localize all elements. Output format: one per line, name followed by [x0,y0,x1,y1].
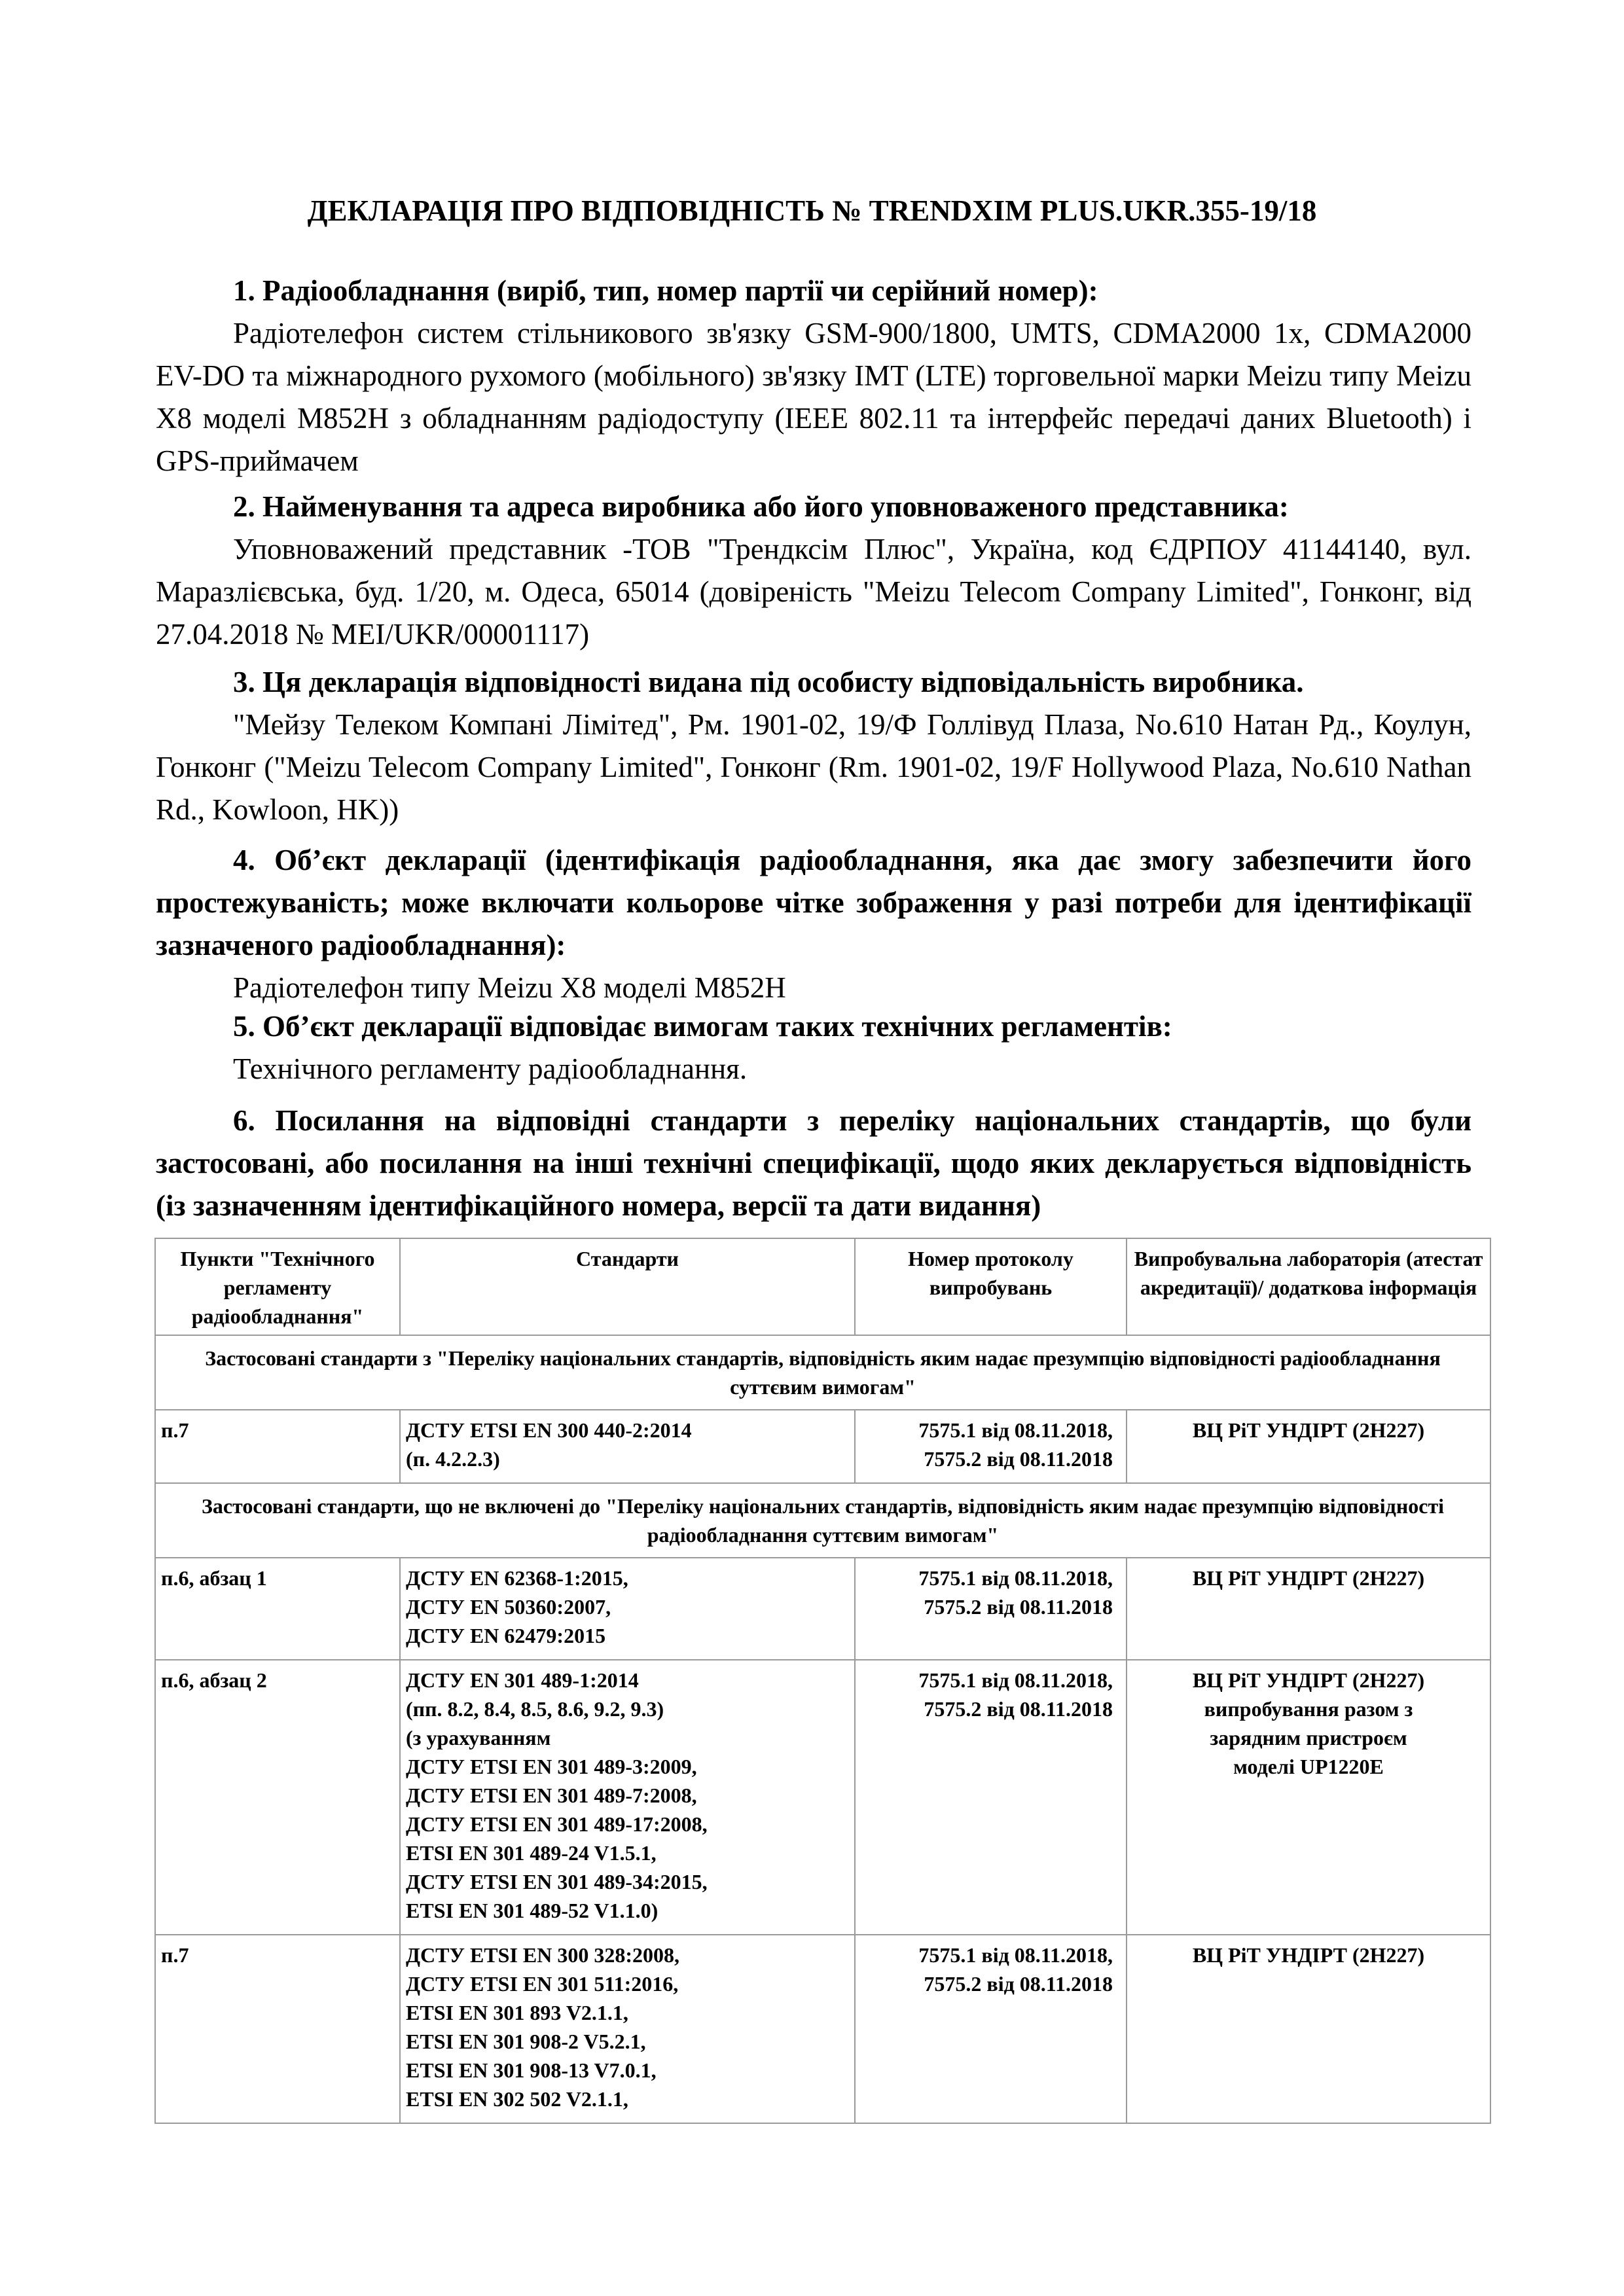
header-test-lab: Випробувальна лабораторія (атестат акредитації)/ додаткова інформація [1127,1238,1490,1335]
standard-item: ДСТУ ETSI EN 301 489-17:2008, [406,1812,708,1836]
table-group-row [155,1335,1490,1410]
section-body: Радіотелефон типу Meizu X8 моделі M852H [233,971,786,1004]
standard-item: ДСТУ ETSI EN 301 489-34:2015, [406,1870,708,1893]
section-5-regulations [156,1005,1471,1090]
standard-item: ДСТУ ETSI EN 300 328:2008, [406,1943,679,1967]
lab-cell [1127,1558,1490,1660]
section-6-standards [156,1100,1471,1227]
table-row [155,1410,1490,1483]
group-label-harmonised: Застосовані стандарти з "Переліку національних стандартів, відповідність яким надає презумпцію відповідності радіообладнання суттєвим вимогам" [155,1335,1490,1410]
section-heading: 1. Радіообладнання (виріб, тип, номер партії чи серійний номер): [233,274,1098,307]
clause-cell: п.6, абзац 1 [155,1558,400,1660]
section-body: Уповноважений представник -ТОВ "Трендксім Плюс", Україна, код ЄДРПОУ 41144140, вул. Маразлієвська, буд. 1/20, м. Одеса, 65014 (довіреність "Meizu Telecom Company Limited", Гонконг, від 27.04.2018 № MEI/UKR/00001117) [156,533,1471,651]
section-body: Радіотелефон систем стільникового зв'язку GSM-900/1800, UMTS, CDMA2000 1x, CDMA2000 EV-DO та міжнародного рухомого (мобільного) зв'язку IMT (LTE) торговельної марки Meizu типу Meizu X8 моделі M852H з обладнанням радіодоступу (IEEE 802.11 та інтерфейс передачі даних Bluetooth) і GPS-приймачем [156,317,1471,477]
section-heading: 5. Об’єкт декларації відповідає вимогам таких технічних регламентів: [233,1010,1172,1043]
standard-item: ETSI EN 302 502 V2.1.1, [406,2087,628,2111]
table-row [155,1935,1490,2123]
table-header-row [155,1238,1490,1335]
section-heading: 6. Посилання на відповідні стандарти з переліку національних стандартів, що були застосовані, або посилання на інші технічні специфікації, щодо яких декларується відповідність (із зазначенням ідентифікаційного номера, версії та дати видання) [156,1104,1471,1222]
section-body: "Мейзу Телеком Компані Лімітед", Рм. 1901-02, 19/Ф Голлівуд Плаза, No.610 Натан Рд., Коулун, Гонконг ("Meizu Telecom Company Limited", Гонконг (Rm. 1901-02, 19/F Hollywood Plaza, No.610 Nathan Rd., Kowloon, HK)) [156,708,1471,826]
standard-item: ETSI EN 301 489-24 V1.5.1, [406,1841,657,1865]
clause-cell: п.6, абзац 2 [155,1660,400,1935]
header-clauses: Пункти "Технічного регламенту радіообладнання" [155,1238,400,1335]
section-3-responsibility [156,661,1471,831]
lab-name: ВЦ РіТ УНДІРТ (2Н227) [1192,1418,1425,1442]
declaration-title: ДЕКЛАРАЦІЯ ПРО ВІДПОВІДНІСТЬ № TRENDXIM PLUS.UKR.355-19/18 [307,194,1317,227]
standard-item: ДСТУ ETSI EN 301 511:2016, [406,1972,679,1996]
lab-name: ВЦ РіТ УНДІРТ (2Н227) [1192,1566,1425,1590]
standards-cell [400,1935,855,2123]
header-standards: Стандарти [400,1238,855,1335]
standards-cell [400,1558,855,1660]
standard-item: (п. 4.2.2.3) [406,1447,500,1471]
lab-note: моделі UP1220E [1233,1755,1384,1778]
lab-name: ВЦ РіТ УНДІРТ (2Н227) [1192,1943,1425,1967]
protocols-cell [855,1935,1127,2123]
protocols-cell [855,1660,1127,1935]
standard-item: ДСТУ ETSI EN 301 489-3:2009, [406,1755,697,1778]
section-heading: 2. Найменування та адреса виробника або його уповноваженого представника: [233,490,1289,523]
clause-cell: п.7 [155,1935,400,2123]
header-protocol-number: Номер протоколу випробувань [855,1238,1127,1335]
lab-name: ВЦ РіТ УНДІРТ (2Н227) [1192,1668,1425,1692]
lab-cell [1127,1660,1490,1935]
standard-item: ETSI EN 301 489-52 V1.1.0) [406,1899,659,1922]
standard-item: ETSI EN 301 893 V2.1.1, [406,2001,628,2024]
standards-cell [400,1410,855,1483]
lab-note: випробування разом з [1204,1697,1413,1721]
section-heading: 4. Об’єкт декларації (ідентифікація радіообладнання, яка дає змогу забезпечити його простежуваність; може включати кольорове чітке зображення у разі потреби для ідентифікації зазначеного радіообладнання): [156,844,1471,961]
lab-cell [1127,1410,1490,1483]
standard-item: ETSI EN 301 908-13 V7.0.1, [406,2058,657,2082]
protocol-item: 7575.1 від 08.11.2018, [918,1943,1113,1967]
protocol-item: 7575.2 від 08.11.2018 [924,1972,1113,1996]
section-4-object [156,839,1471,1009]
lab-note: зарядним пристроєм [1210,1726,1407,1749]
protocols-cell [855,1410,1127,1483]
standard-item: ДСТУ EN 50360:2007, [406,1595,611,1619]
table-row [155,1660,1490,1935]
section-2-manufacturer [156,486,1471,656]
standard-item: ДСТУ ETSI EN 300 440-2:2014 [406,1418,692,1442]
standard-item: (пп. 8.2, 8.4, 8.5, 8.6, 9.2, 9.3) [406,1697,664,1721]
standard-item: ДСТУ EN 301 489-1:2014 [406,1668,639,1692]
section-1-radio-equipment [156,270,1471,482]
protocol-item: 7575.2 від 08.11.2018 [924,1595,1113,1619]
group-label-non-harmonised: Застосовані стандарти, що не включені до "Переліку національних стандартів, відповідність яким надає презумпцію відповідності радіообладнання суттєвим вимогам" [155,1483,1490,1558]
table-row [155,1558,1490,1660]
clause-cell: п.7 [155,1410,400,1483]
standards-table [154,1238,1491,2124]
protocol-item: 7575.1 від 08.11.2018, [918,1566,1113,1590]
table-group-row [155,1483,1490,1558]
protocol-item: 7575.1 від 08.11.2018, [918,1418,1113,1442]
standard-item: ДСТУ EN 62479:2015 [406,1624,606,1647]
standard-item: ДСТУ ETSI EN 301 489-7:2008, [406,1784,697,1807]
lab-cell [1127,1935,1490,2123]
standard-item: (з урахуванням [406,1726,551,1749]
protocols-cell [855,1558,1127,1660]
protocol-item: 7575.2 від 08.11.2018 [924,1697,1113,1721]
protocol-item: 7575.1 від 08.11.2018, [918,1668,1113,1692]
standard-item: ETSI EN 301 908-2 V5.2.1, [406,2030,646,2053]
standards-cell [400,1660,855,1935]
standard-item: ДСТУ EN 62368-1:2015, [406,1566,628,1590]
section-heading: 3. Ця декларація відповідності видана під особисту відповідальність виробника. [233,666,1304,698]
protocol-item: 7575.2 від 08.11.2018 [924,1447,1113,1471]
section-body: Технічного регламенту радіообладнання. [233,1052,748,1085]
